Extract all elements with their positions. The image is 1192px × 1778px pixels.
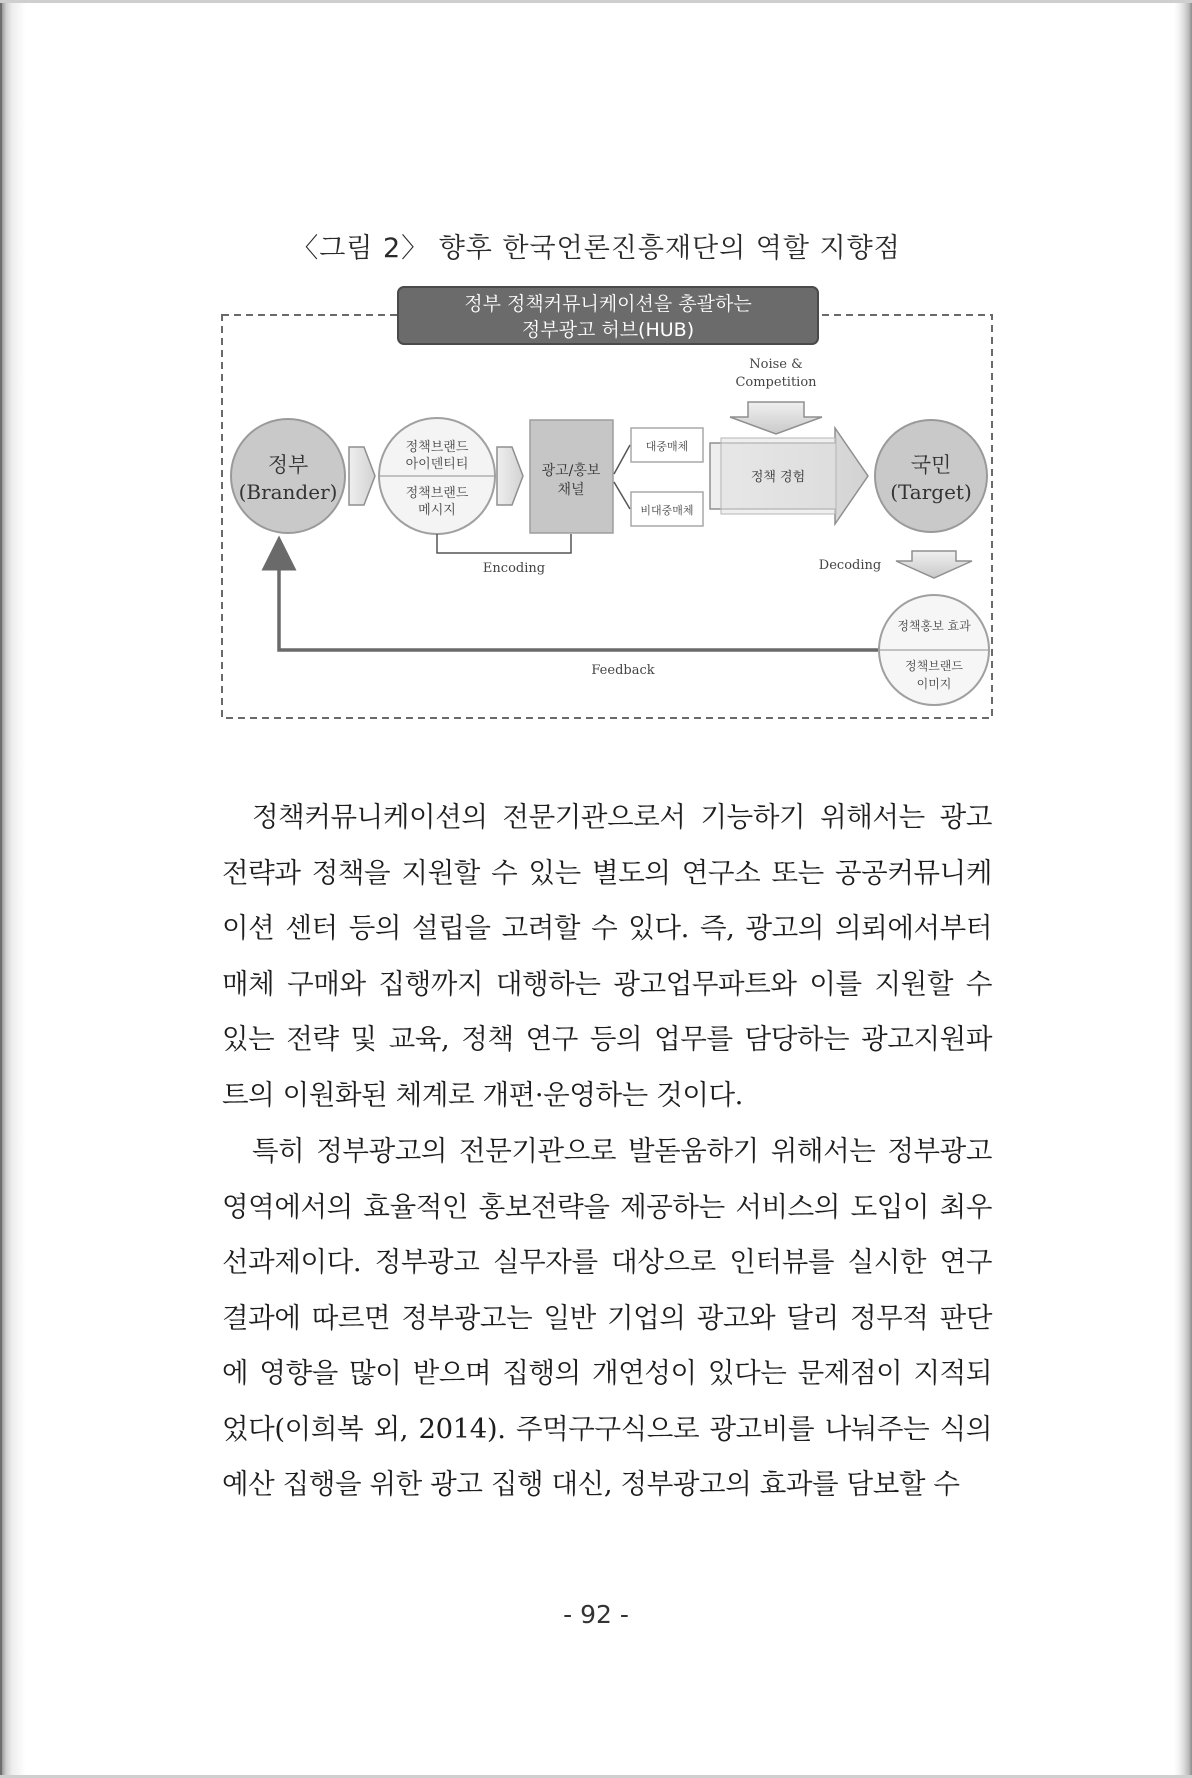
text-line-content: 이션 센터 등의 설립을 고려할 수 있다. 즉, 광고의 의뢰에서부터 (222, 912, 992, 944)
encoding-label: Encoding (482, 561, 546, 576)
hub-title-line2: 정부광고 허브(HUB) (521, 319, 695, 341)
text-line (222, 1068, 992, 1124)
body-paragraph-1 (222, 790, 992, 1123)
mass-media-label: 대중매체 (645, 440, 689, 453)
text-line-content: 정책커뮤니케이션의 전문기관으로서 기능하기 위해서는 광고 (252, 801, 992, 833)
text-line-content: 에 영향을 많이 받으며 집행의 개연성이 있다는 문제점이 지적되 (222, 1357, 992, 1389)
brand-image-line1: 정책브랜드 (905, 659, 963, 673)
text-line-content: 영역에서의 효율적인 홍보전략을 제공하는 서비스의 도입이 최우 (222, 1190, 992, 1223)
brand-identity-line2: 아이덴티티 (405, 457, 469, 472)
effect-label: 정책홍보 효과 (897, 619, 971, 633)
brand-message-line2: 메시지 (418, 503, 456, 518)
hub-title-line1: 정부 정책커뮤니케이션을 총괄하는 (464, 293, 752, 315)
non-mass-media-label: 비대중매체 (640, 504, 694, 517)
text-line (222, 1012, 992, 1068)
text-line (222, 901, 992, 957)
decoding-down-arrow (896, 551, 972, 578)
hub-diagram (0, 0, 1192, 760)
feedback-line (279, 553, 878, 650)
encoding-bracket (437, 534, 571, 553)
feedback-label: Feedback (591, 663, 655, 678)
channel-label-line1: 광고/홍보 (541, 463, 601, 479)
text-line-content: 매체 구매와 집행까지 대행하는 광고업무파트와 이를 지원할 수 (222, 967, 992, 1000)
text-line (222, 1124, 992, 1180)
text-line (222, 1402, 992, 1458)
text-line (222, 1457, 992, 1513)
text-line-content: 었다(이희복 외, 2014). 주먹구구식으로 광고비를 나눠주는 식의 (222, 1412, 992, 1445)
text-line (222, 957, 992, 1013)
government-brander-label: (Brander) (238, 480, 338, 504)
text-line-content: 트의 이원화된 체계로 개편·운영하는 것이다. (222, 1078, 744, 1111)
arrow-brand-to-channel (497, 447, 523, 505)
text-line (222, 1346, 992, 1402)
page-number: - 92 - (563, 1600, 629, 1629)
government-label: 정부 (267, 453, 309, 477)
text-line-content: 결과에 따르면 정부광고는 일반 기업의 광고와 달리 정무적 판단 (222, 1301, 992, 1334)
brand-message-line1: 정책브랜드 (405, 486, 469, 501)
brand-image-line2: 이미지 (916, 677, 952, 691)
text-line-content: 예산 집행을 위한 광고 집행 대신, 정부광고의 효과를 담보할 수 (222, 1468, 960, 1500)
citizen-label: 국민 (910, 453, 952, 477)
text-line-content: 선과제이다. 정부광고 실무자를 대상으로 인터뷰를 실시한 연구 (222, 1246, 992, 1278)
noise-label-line2: Competition (735, 375, 817, 390)
branch-line-lower (614, 482, 630, 509)
text-line-content: 있는 전략 및 교육, 정책 연구 등의 업무를 담당하는 광고지원파 (222, 1023, 992, 1055)
body-paragraph-2 (222, 1124, 992, 1513)
figure-caption: 〈그림 2〉 향후 한국언론진흥재단의 역할 지향점 (291, 233, 901, 264)
policy-experience-label: 정책 경험 (750, 470, 806, 485)
text-line (222, 846, 992, 902)
text-line (222, 790, 992, 846)
text-line-content: 특히 정부광고의 전문기관으로 발돋움하기 위해서는 정부광고 (252, 1135, 992, 1167)
text-line-content: 전략과 정책을 지원할 수 있는 별도의 연구소 또는 공공커뮤니케 (222, 856, 992, 889)
decoding-label: Decoding (818, 558, 882, 573)
channel-label-line2: 채널 (557, 482, 585, 498)
citizen-target-label: (Target) (890, 480, 972, 504)
text-line (222, 1235, 992, 1291)
branch-line-upper (614, 445, 630, 474)
arrow-gov-to-brand (349, 447, 375, 505)
brand-identity-line1: 정책브랜드 (405, 440, 469, 455)
text-line (222, 1180, 992, 1236)
text-line (222, 1291, 992, 1347)
noise-down-arrow (730, 402, 822, 434)
noise-label-line1: Noise & (749, 357, 803, 372)
